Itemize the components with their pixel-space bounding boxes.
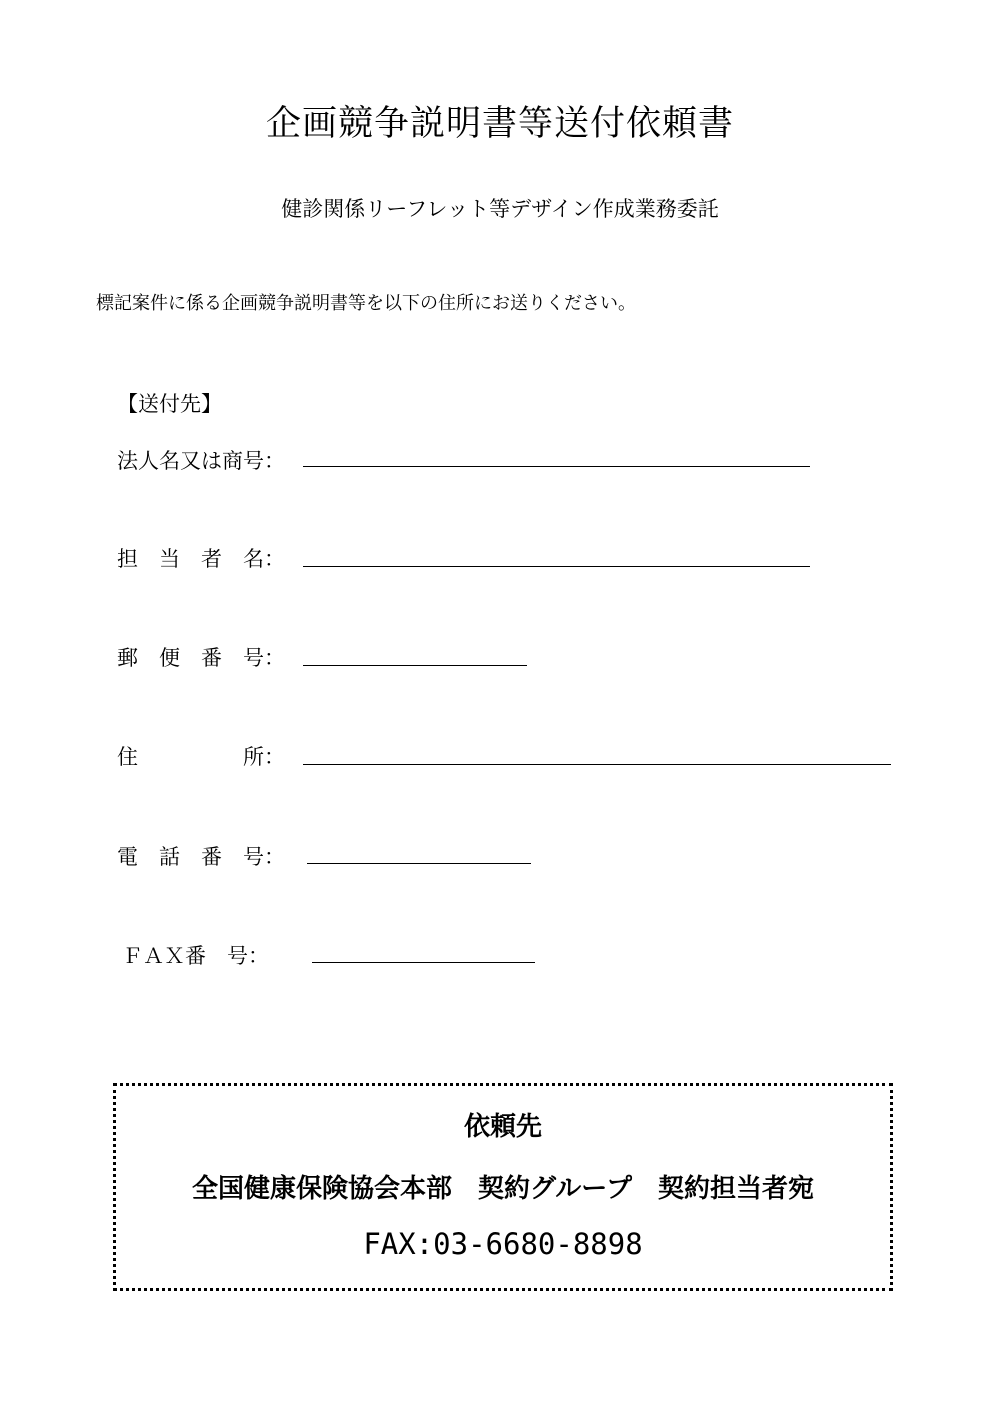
document-subtitle: 健診関係リーフレット等デザイン作成業務委託 — [281, 197, 719, 221]
phone-number-field[interactable] — [307, 863, 531, 864]
phone-number-label: 電 話 番 号： — [117, 845, 285, 869]
company-name-field[interactable] — [303, 466, 810, 467]
company-name-label: 法人名又は商号： — [117, 449, 285, 473]
request-box-heading: 依頼先 — [463, 1112, 542, 1142]
request-box-recipient: 全国健康保険協会本部 契約グループ 契約担当者宛 — [192, 1174, 814, 1204]
intro-text: 標記案件に係る企画競争説明書等を以下の住所にお送りください。 — [96, 293, 636, 314]
fax-number-label: ＦＡＸ番 号： — [122, 944, 269, 968]
address-field[interactable] — [303, 764, 891, 765]
document-title: 企画競争説明書等送付依頼書 — [265, 104, 734, 144]
destination-section-label: 【送付先】 — [117, 392, 222, 416]
fax-number-field[interactable] — [312, 962, 535, 963]
postal-code-label: 郵 便 番 号： — [117, 646, 285, 670]
address-label: 住 所： — [117, 745, 285, 769]
contact-person-field[interactable] — [303, 566, 810, 567]
contact-person-label: 担 当 者 名： — [117, 547, 285, 571]
request-destination-box — [113, 1083, 893, 1291]
postal-code-field[interactable] — [303, 665, 527, 666]
request-box-fax: FAX:03-6680-8898 — [363, 1227, 643, 1261]
